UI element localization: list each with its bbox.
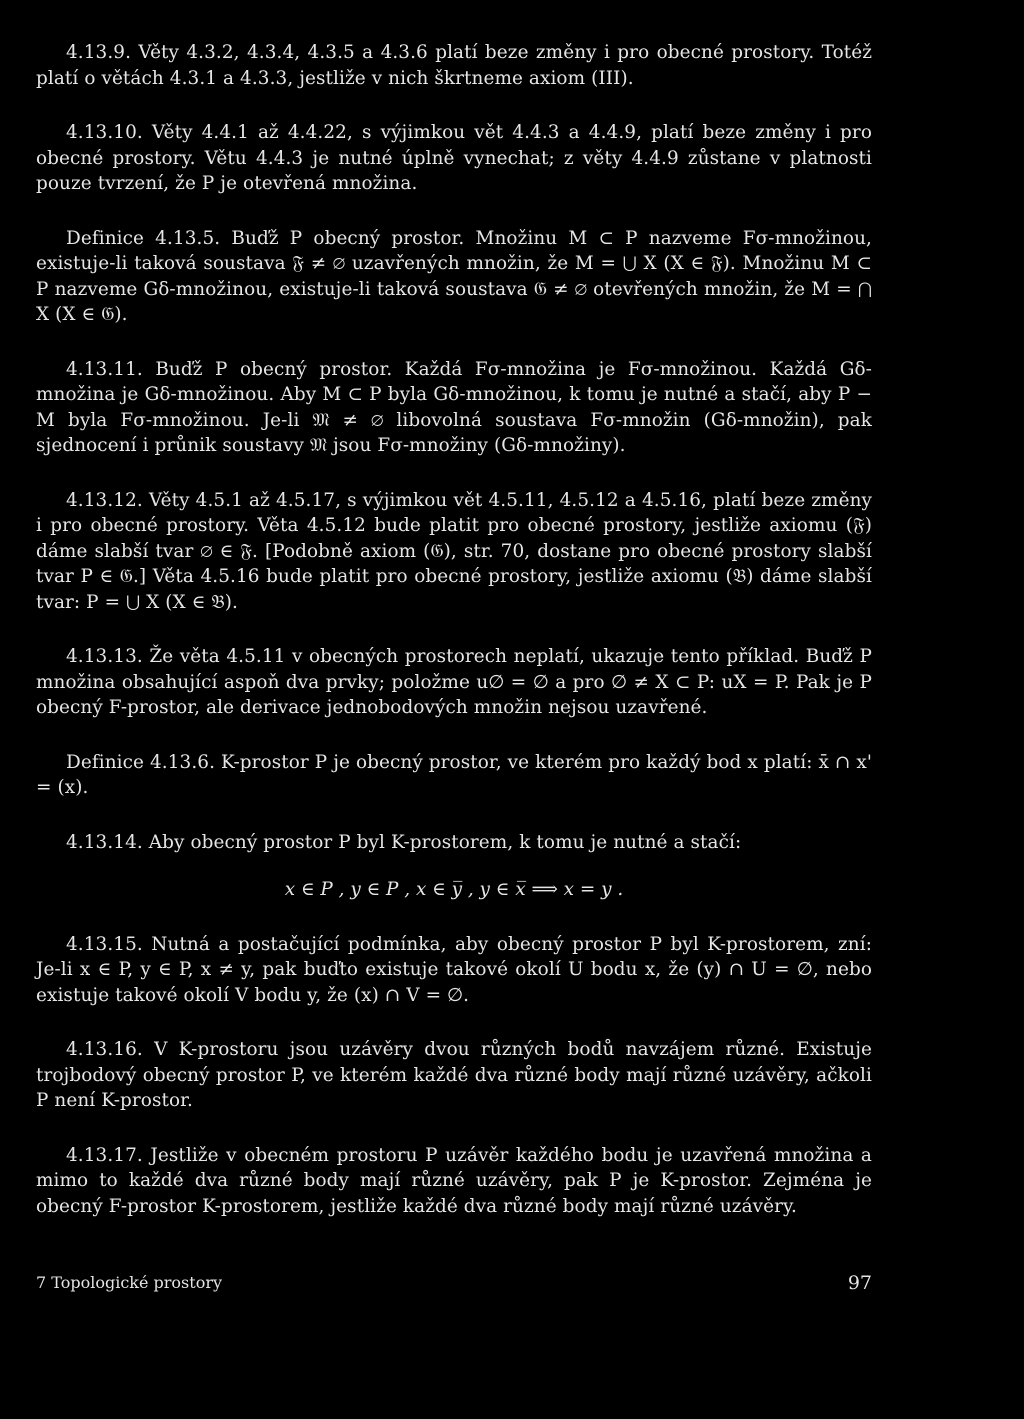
paragraph-4-13-10: 4.13.10. Věty 4.4.1 až 4.4.22, s výjimkou vět 4.4.3 a 4.4.9, platí beze změny i pro obecné prostory. Větu 4.4.3 je nutné úplně vynechat; z věty 4.4.9 zůstane v platnosti pouze tvrzení, že P je otevřená množina. — [36, 122, 872, 194]
paragraph-4-13-12: 4.13.12. Věty 4.5.1 až 4.5.17, s výjimkou vět 4.5.11, 4.5.12 a 4.5.16, platí beze změny i pro obecné prostory. Věta 4.5.12 bude platit pro obecné prostory, jestliže axiomu (𝔉) dáme slabší tvar ∅ ∈ 𝔉. [Podobně axiom (𝔊), str. 70, dostane pro obecné prostory slabší tvar P ∈ 𝔊.] Věta 4.5.16 bude platit pro obecné prostory, jestliže axiomu (𝔅) dáme slabší tvar: P = ⋃ X (X ∈ 𝔅). — [36, 489, 872, 613]
paragraph-4-13-11: 4.13.11. Buďž P obecný prostor. Každá Fσ-množina je Fσ-množinou. Každá Gδ-množina je Gδ-množinou. Aby M ⊂ P byla Gδ-množinou, k tomu je nutné a stačí, aby P − M byla Fσ-množinou. Je-li 𝔐 ≠ ∅ libovolná soustava Fσ-množin (Gδ-množin), pak sjednocení i průnik soustavy 𝔐 jsou Fσ-množiny (Gδ-množiny). — [36, 358, 872, 456]
spacer — [36, 1008, 872, 1037]
spacer — [36, 91, 872, 120]
spacer — [36, 615, 872, 644]
paragraph-4-13-17: 4.13.17. Jestliže v obecném prostoru P uzávěr každého bodu je uzavřená množina a mimo to každé dva různé body mají různé uzávěry, pak P je K-prostor. Zejména je obecný F-prostor K-prostorem, jestliže každé dva různé body mají různé uzávěry. — [36, 1144, 872, 1217]
page-body — [36, 40, 872, 1219]
definition-4-13-5: Definice 4.13.5. Buďž P obecný prostor. Množinu M ⊂ P nazveme Fσ-množinou, existuje-li taková soustava 𝔉 ≠ ∅ uzavřených množin, že M = ⋃ X (X ∈ 𝔉). Množinu M ⊂ P nazveme Gδ-množinou, existuje-li taková soustava 𝔊 ≠ ∅ otevřených množin, že M = ⋂ X (X ∈ 𝔊). — [36, 227, 872, 325]
spacer — [36, 197, 872, 226]
spacer — [36, 459, 872, 488]
spacer — [36, 903, 872, 932]
paragraph-4-13-16: 4.13.16. V K-prostoru jsou uzávěry dvou různých bodů navzájem různé. Existuje trojbodový obecný prostor P, ve kterém každé dva různé body mají různé uzávěry, ačkoli P není K-prostor. — [36, 1039, 872, 1111]
spacer — [36, 1114, 872, 1143]
spacer — [36, 328, 872, 357]
spacer — [36, 721, 872, 750]
footer-section-title: 7 Topologické prostory — [36, 1273, 223, 1292]
spacer — [36, 801, 872, 830]
page-number: 97 — [847, 1272, 872, 1294]
paragraph-4-13-14: 4.13.14. Aby obecný prostor P byl K-prostorem, k tomu je nutné a stačí: — [66, 831, 742, 853]
paragraph-4-13-15: 4.13.15. Nutná a postačující podmínka, aby obecný prostor P byl K-prostorem, zní: Je-li x ∈ P, y ∈ P, x ≠ y, pak buďto existuje takové okolí U bodu x, že (y) ∩ U = ∅, nebo existuje takové okolí V bodu y, že (x) ∩ V = ∅. — [36, 933, 872, 1006]
paragraph-4-13-13: 4.13.13. Že věta 4.5.11 v obecných prostorech neplatí, ukazuje tento příklad. Buďž P množina obsahující aspoň dva prvky; položme u∅ = ∅ a pro ∅ ≠ X ⊂ P: uX = P. Pak je P obecný F-prostor, ale derivace jednobodových množin nejsou uzavřené. — [36, 646, 872, 718]
display-formula: x ∈ P , y ∈ P , x ∈ y̅ , y ∈ x̅ ⟹ x = y . — [284, 879, 624, 900]
definition-4-13-6: Definice 4.13.6. K-prostor P je obecný prostor, ve kterém pro každý bod x platí: x̄ ∩ x' = (x). — [36, 751, 872, 798]
paragraph-4-13-9: 4.13.9. Věty 4.3.2, 4.3.4, 4.3.5 a 4.3.6 platí beze změny i pro obecné prostory. Totéž platí o větách 4.3.1 a 4.3.3, jestliže v nich škrtneme axiom (III). — [36, 42, 872, 89]
